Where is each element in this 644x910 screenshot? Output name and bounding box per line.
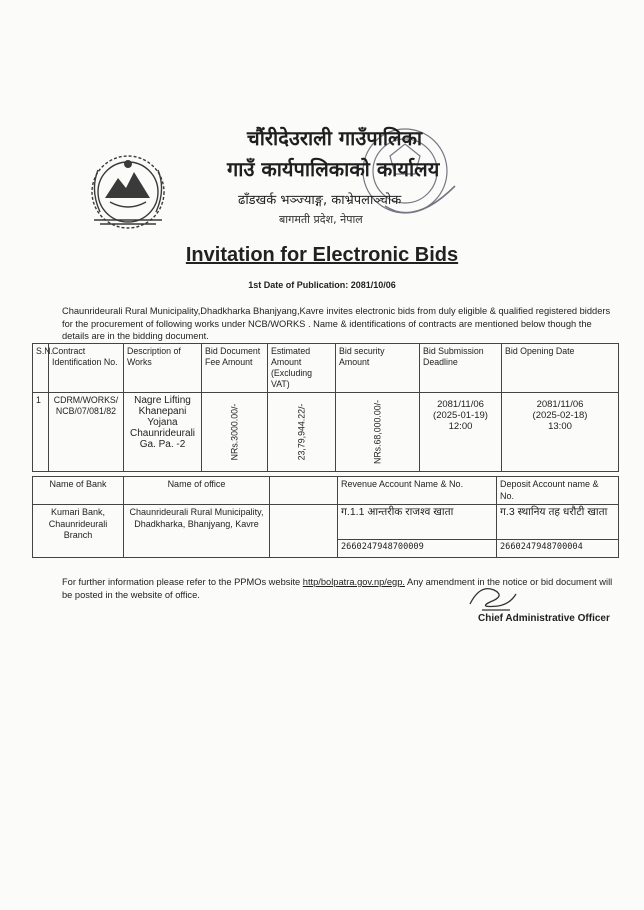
bank-header-row: [33, 477, 619, 505]
signature-icon: [462, 580, 522, 616]
header-deposit: Deposit Account name & No.: [497, 477, 619, 505]
row-estimate: [268, 393, 336, 472]
row-opening: [502, 393, 619, 472]
row-description: Nagre Lifting Khanepani Yojana Chaunrideurali Ga. Pa. -2: [124, 393, 202, 472]
blank-cell: [270, 505, 338, 558]
row-fee: [202, 393, 268, 472]
row-security: [336, 393, 420, 472]
header-description: Description of Works: [124, 344, 202, 393]
header-fee: Bid Document Fee Amount: [202, 344, 268, 393]
header-opening: Bid Opening Date: [502, 344, 619, 393]
intro-paragraph: Chaunrideurali Rural Municipality,Dhadkharka Bhanjyang,Kavre invites electronic bids from duly eligible & qualified registered bidders for the procurement of following works under NCB/WORKS . Name & identifications of contracts are mentioned below though the details are in the bidding document.: [62, 306, 611, 341]
municipality-name: चौंरीदेउराली गाउँपालिका: [247, 126, 423, 150]
header-security: Bid security Amount: [336, 344, 420, 393]
header-bank: Name of Bank: [33, 477, 124, 505]
opening-time: 13:00: [548, 421, 572, 432]
revenue-account-name: ग.1.1 आन्तरीक राजश्व खाता: [338, 505, 497, 540]
row-deadline: [420, 393, 502, 472]
header-office: Name of office: [124, 477, 270, 505]
deadline-time: 12:00: [448, 421, 473, 432]
footer-note: [62, 576, 618, 601]
publication-date: 1st Date of Publication: 2081/10/06: [248, 280, 396, 290]
header-contract-id: Contract Identification No.: [49, 344, 124, 393]
notice-title: Invitation for Electronic Bids: [185, 244, 459, 266]
row-contract-id: CDRM/WORKS/NCB/07/081/82: [49, 393, 124, 472]
officer-title: Chief Administrative Officer: [478, 613, 610, 624]
header-sn: S.N.: [33, 344, 49, 393]
header-deadline: Bid Submission Deadline: [420, 344, 502, 393]
fee-amount: NRs.3000.00/-: [229, 403, 239, 461]
header-estimate: Estimated Amount (Excluding VAT): [268, 344, 336, 393]
footer-text-before: For further information please refer to the PPMOs website: [62, 577, 303, 587]
opening-ad: (2025-02-18): [532, 410, 588, 421]
header-blank: [270, 477, 338, 505]
security-amount: NRs.68,000.00/-: [372, 399, 382, 465]
letterhead: [70, 110, 590, 240]
office-address: ढाँडखर्क भञ्ज्याङ्ग, काभ्रेपलाञ्चोक: [238, 193, 402, 208]
deadline-ad: (2025-01-19): [433, 410, 488, 421]
bank-table: [32, 476, 619, 558]
estimate-amount: 23,79,944.22/-: [296, 403, 306, 461]
province-country: बागमती प्रदेश, नेपाल: [279, 213, 363, 226]
bank-name: Kumari Bank, Chaunrideurali Branch: [33, 505, 124, 558]
deposit-account-no: 2660247948700004: [497, 540, 619, 558]
header-revenue: Revenue Account Name & No.: [338, 477, 497, 505]
ppmo-website-link[interactable]: http/bolpatra.gov.np/egp.: [302, 577, 405, 587]
bid-table: [32, 343, 619, 472]
office-name: गाउँ कार्यपालिकाको कार्यालय: [227, 157, 440, 181]
bid-table-header-row: [33, 344, 619, 393]
deadline-bs: 2081/11/06: [437, 399, 484, 410]
table-row: [33, 505, 619, 540]
row-sn: 1: [33, 393, 49, 472]
office-name-cell: Chaunrideurali Rural Municipality, Dhadkharka, Bhanjyang, Kavre: [124, 505, 270, 558]
government-emblem-icon: [80, 150, 175, 230]
revenue-account-no: 2660247948700009: [338, 540, 497, 558]
deposit-account-name: ग.3 स्थानिय तह धरौटी खाता: [497, 505, 619, 540]
opening-bs: 2081/11/06: [536, 399, 584, 410]
footer-text-after: Any amendment in the notice or bid document will be posted in the website of office.: [62, 577, 613, 600]
table-row: [33, 393, 619, 472]
